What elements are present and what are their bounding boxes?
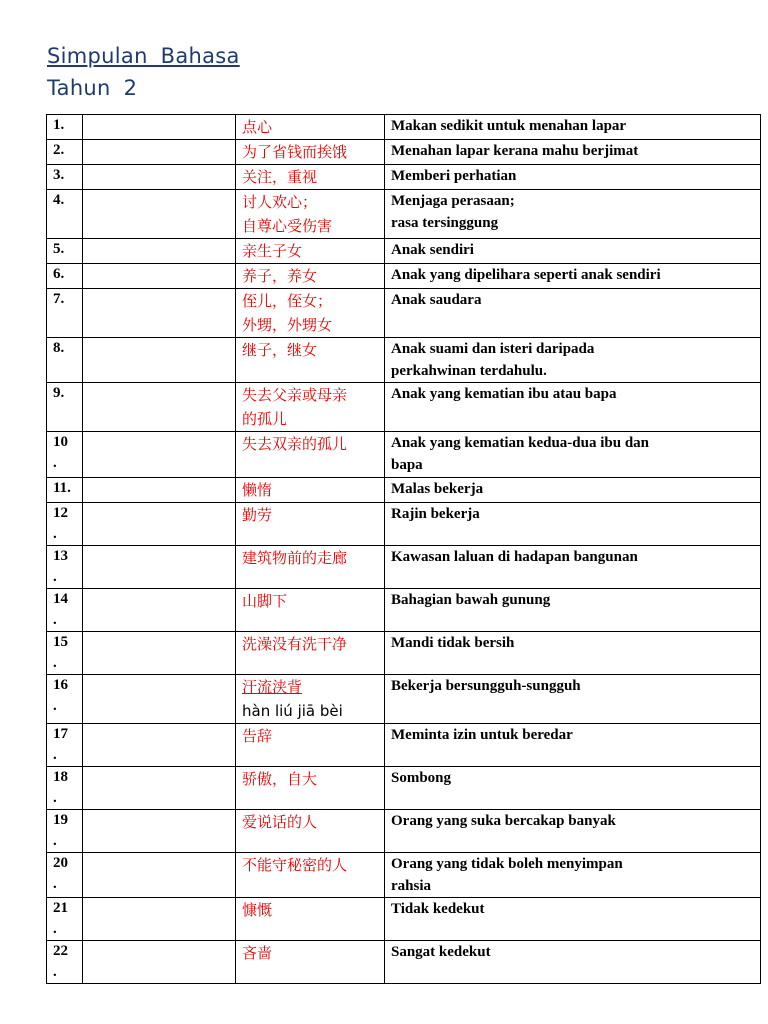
malay-meaning xyxy=(385,724,761,767)
row-number-text: 17 xyxy=(53,726,68,742)
chinese-term xyxy=(236,632,385,675)
chinese-term-text: 失去父亲或母亲 xyxy=(242,386,348,404)
row-number xyxy=(47,503,83,546)
malay-meaning-text: Sangat kedekut xyxy=(391,944,491,960)
row-number-text: . xyxy=(53,747,57,763)
row-number-text: . xyxy=(53,612,57,628)
malay-meaning-text: Rajin bekerja xyxy=(391,506,480,522)
malay-meaning xyxy=(385,338,761,383)
row-number-text: 13 xyxy=(53,548,68,564)
malay-meaning-text: Orang yang tidak boleh menyimpan xyxy=(391,856,623,872)
row-number-text: . xyxy=(53,526,57,542)
row-number xyxy=(47,478,83,503)
malay-meaning xyxy=(385,898,761,941)
blank-cell xyxy=(83,941,236,984)
chinese-term xyxy=(236,338,385,383)
malay-meaning-text: rahsia xyxy=(391,878,432,894)
blank-cell xyxy=(83,289,236,338)
malay-meaning xyxy=(385,432,761,478)
malay-meaning-text: Anak saudara xyxy=(391,292,482,308)
row-number-text: . xyxy=(53,964,57,980)
row-number-text: 1. xyxy=(53,117,65,133)
chinese-term-text: 勤劳 xyxy=(242,506,273,524)
chinese-term-text: 失去双亲的孤儿 xyxy=(242,435,348,453)
row-number-text: 16 xyxy=(53,677,68,693)
table-row xyxy=(47,767,761,810)
chinese-term xyxy=(236,898,385,941)
blank-cell xyxy=(83,264,236,289)
row-number xyxy=(47,289,83,338)
vocabulary-table-body xyxy=(47,115,761,984)
malay-meaning xyxy=(385,767,761,810)
title-line-2: Tahun 2 xyxy=(47,76,138,100)
malay-meaning xyxy=(385,478,761,503)
row-number-text: . xyxy=(53,833,57,849)
chinese-term-text: 亲生子女 xyxy=(242,242,303,260)
table-row xyxy=(47,589,761,632)
blank-cell xyxy=(83,589,236,632)
row-number xyxy=(47,675,83,724)
blank-cell xyxy=(83,140,236,165)
row-number-text: 6. xyxy=(53,266,65,282)
row-number-text: 7. xyxy=(53,291,65,307)
chinese-term xyxy=(236,724,385,767)
chinese-term xyxy=(236,190,385,239)
table-row xyxy=(47,675,761,724)
malay-meaning xyxy=(385,853,761,898)
malay-meaning-text: Anak suami dan isteri daripada xyxy=(391,341,595,357)
row-number-text: 11. xyxy=(53,480,71,496)
malay-meaning-text: Meminta izin untuk beredar xyxy=(391,727,573,743)
row-number-text: . xyxy=(53,876,57,892)
chinese-term-text: 养子，养女 xyxy=(242,267,318,285)
row-number-text: 3. xyxy=(53,167,65,183)
chinese-term-text: 为了省钱而挨饿 xyxy=(242,143,348,161)
vocabulary-table xyxy=(46,114,761,984)
table-row xyxy=(47,432,761,478)
row-number-text: 10 xyxy=(53,434,68,450)
malay-meaning-text: Anak yang dipelihara seperti anak sendiri xyxy=(391,267,661,283)
blank-cell xyxy=(83,478,236,503)
blank-cell xyxy=(83,810,236,853)
pinyin-text: hàn liú jiā bèi xyxy=(242,702,343,720)
malay-meaning xyxy=(385,140,761,165)
malay-meaning-text: rasa tersinggung xyxy=(391,215,499,231)
row-number xyxy=(47,767,83,810)
malay-meaning xyxy=(385,546,761,589)
row-number xyxy=(47,810,83,853)
row-number-text: 15 xyxy=(53,634,68,650)
row-number xyxy=(47,338,83,383)
row-number-text: 14 xyxy=(53,591,68,607)
chinese-term-text: 爱说话的人 xyxy=(242,813,318,831)
malay-meaning-text: Anak yang kematian kedua-dua ibu dan xyxy=(391,435,650,451)
chinese-term-text: 不能守秘密的人 xyxy=(242,856,348,874)
row-number xyxy=(47,383,83,432)
table-row xyxy=(47,190,761,239)
blank-cell xyxy=(83,853,236,898)
chinese-term xyxy=(236,941,385,984)
row-number-text: 9. xyxy=(53,385,65,401)
row-number-text: . xyxy=(53,698,57,714)
malay-meaning xyxy=(385,165,761,190)
malay-meaning-text: Tidak kedekut xyxy=(391,901,485,917)
row-number-text: 19 xyxy=(53,812,68,828)
chinese-term xyxy=(236,140,385,165)
row-number-text: . xyxy=(53,655,57,671)
table-row xyxy=(47,478,761,503)
chinese-term-text: 关注，重视 xyxy=(242,168,318,186)
table-row xyxy=(47,853,761,898)
row-number xyxy=(47,941,83,984)
row-number xyxy=(47,898,83,941)
chinese-term-text: 慷慨 xyxy=(242,901,273,919)
table-row xyxy=(47,239,761,264)
malay-meaning xyxy=(385,589,761,632)
row-number-text: 8. xyxy=(53,340,65,356)
table-row xyxy=(47,140,761,165)
chinese-term-text: 继子，继女 xyxy=(242,341,318,359)
malay-meaning-text: Menahan lapar kerana mahu berjimat xyxy=(391,143,639,159)
row-number xyxy=(47,432,83,478)
row-number xyxy=(47,724,83,767)
malay-meaning-text: Memberi perhatian xyxy=(391,168,517,184)
row-number-text: . xyxy=(53,790,57,806)
chinese-term xyxy=(236,675,385,724)
malay-meaning-text: Sombong xyxy=(391,770,452,786)
table-row xyxy=(47,810,761,853)
table-row xyxy=(47,503,761,546)
chinese-term xyxy=(236,767,385,810)
row-number xyxy=(47,546,83,589)
blank-cell xyxy=(83,767,236,810)
chinese-term-text: 外甥，外甥女 xyxy=(242,316,333,334)
row-number xyxy=(47,140,83,165)
row-number xyxy=(47,165,83,190)
malay-meaning-text: Bahagian bawah gunung xyxy=(391,592,551,608)
malay-meaning-text: Menjaga perasaan; xyxy=(391,193,515,209)
blank-cell xyxy=(83,546,236,589)
table-row xyxy=(47,383,761,432)
row-number xyxy=(47,589,83,632)
blank-cell xyxy=(83,724,236,767)
chinese-term xyxy=(236,289,385,338)
malay-meaning xyxy=(385,941,761,984)
chinese-term xyxy=(236,853,385,898)
row-number xyxy=(47,632,83,675)
chinese-term xyxy=(236,503,385,546)
row-number-text: 4. xyxy=(53,192,65,208)
row-number-text: . xyxy=(53,569,57,585)
chinese-term-text: 建筑物前的走廊 xyxy=(242,549,348,567)
malay-meaning xyxy=(385,264,761,289)
table-row xyxy=(47,546,761,589)
chinese-term-text: 吝啬 xyxy=(242,944,273,962)
chinese-term-text: 汗流浃背 xyxy=(242,678,303,696)
chinese-term-text: 的孤儿 xyxy=(242,410,288,428)
malay-meaning xyxy=(385,675,761,724)
chinese-term xyxy=(236,239,385,264)
malay-meaning xyxy=(385,383,761,432)
chinese-term-text: 讨人欢心； xyxy=(242,193,318,211)
chinese-term xyxy=(236,432,385,478)
blank-cell xyxy=(83,165,236,190)
malay-meaning xyxy=(385,190,761,239)
chinese-term-text: 山脚下 xyxy=(242,592,288,610)
malay-meaning xyxy=(385,115,761,140)
table-row xyxy=(47,941,761,984)
row-number-text: 2. xyxy=(53,142,65,158)
row-number-text: 22 xyxy=(53,943,68,959)
chinese-term-text: 洗澡没有洗干净 xyxy=(242,635,348,653)
row-number-text: 18 xyxy=(53,769,68,785)
chinese-term-text: 自尊心受伤害 xyxy=(242,217,333,235)
chinese-term-text: 懒惰 xyxy=(242,481,273,499)
blank-cell xyxy=(83,383,236,432)
blank-cell xyxy=(83,115,236,140)
row-number xyxy=(47,239,83,264)
row-number xyxy=(47,853,83,898)
blank-cell xyxy=(83,898,236,941)
malay-meaning-text: Mandi tidak bersih xyxy=(391,635,515,651)
malay-meaning-text: Bekerja bersungguh-sungguh xyxy=(391,678,581,694)
table-row xyxy=(47,165,761,190)
blank-cell xyxy=(83,432,236,478)
chinese-term xyxy=(236,546,385,589)
malay-meaning-text: Makan sedikit untuk menahan lapar xyxy=(391,118,627,134)
malay-meaning xyxy=(385,810,761,853)
row-number-text: 5. xyxy=(53,241,65,257)
malay-meaning xyxy=(385,239,761,264)
chinese-term-text: 告辞 xyxy=(242,727,273,745)
malay-meaning xyxy=(385,632,761,675)
row-number xyxy=(47,115,83,140)
malay-meaning-text: Anak sendiri xyxy=(391,242,474,258)
blank-cell xyxy=(83,190,236,239)
row-number-text: . xyxy=(53,921,57,937)
table-row xyxy=(47,632,761,675)
malay-meaning-text: Orang yang suka bercakap banyak xyxy=(391,813,616,829)
table-row xyxy=(47,338,761,383)
table-row xyxy=(47,264,761,289)
blank-cell xyxy=(83,338,236,383)
malay-meaning-text: Malas bekerja xyxy=(391,481,484,497)
row-number-text: 12 xyxy=(53,505,68,521)
table-row xyxy=(47,115,761,140)
chinese-term xyxy=(236,810,385,853)
blank-cell xyxy=(83,503,236,546)
malay-meaning-text: Kawasan laluan di hadapan bangunan xyxy=(391,549,638,565)
chinese-term xyxy=(236,589,385,632)
chinese-term xyxy=(236,115,385,140)
row-number-text: 21 xyxy=(53,900,68,916)
malay-meaning-text: bapa xyxy=(391,457,423,473)
row-number xyxy=(47,190,83,239)
chinese-term xyxy=(236,478,385,503)
row-number-text: 20 xyxy=(53,855,68,871)
table-row xyxy=(47,724,761,767)
blank-cell xyxy=(83,632,236,675)
chinese-term xyxy=(236,383,385,432)
blank-cell xyxy=(83,239,236,264)
chinese-term-text: 骄傲，自大 xyxy=(242,770,318,788)
title-line-1: Simpulan Bahasa xyxy=(47,44,240,68)
chinese-term xyxy=(236,264,385,289)
malay-meaning xyxy=(385,503,761,546)
malay-meaning-text: perkahwinan terdahulu. xyxy=(391,363,547,379)
document-title xyxy=(47,42,240,102)
malay-meaning-text: Anak yang kematian ibu atau bapa xyxy=(391,386,617,402)
chinese-term-text: 点心 xyxy=(242,118,273,136)
table-row xyxy=(47,898,761,941)
table-row xyxy=(47,289,761,338)
chinese-term xyxy=(236,165,385,190)
chinese-term-text: 侄儿，侄女； xyxy=(242,292,333,310)
malay-meaning xyxy=(385,289,761,338)
blank-cell xyxy=(83,675,236,724)
row-number xyxy=(47,264,83,289)
row-number-text: . xyxy=(53,455,57,471)
